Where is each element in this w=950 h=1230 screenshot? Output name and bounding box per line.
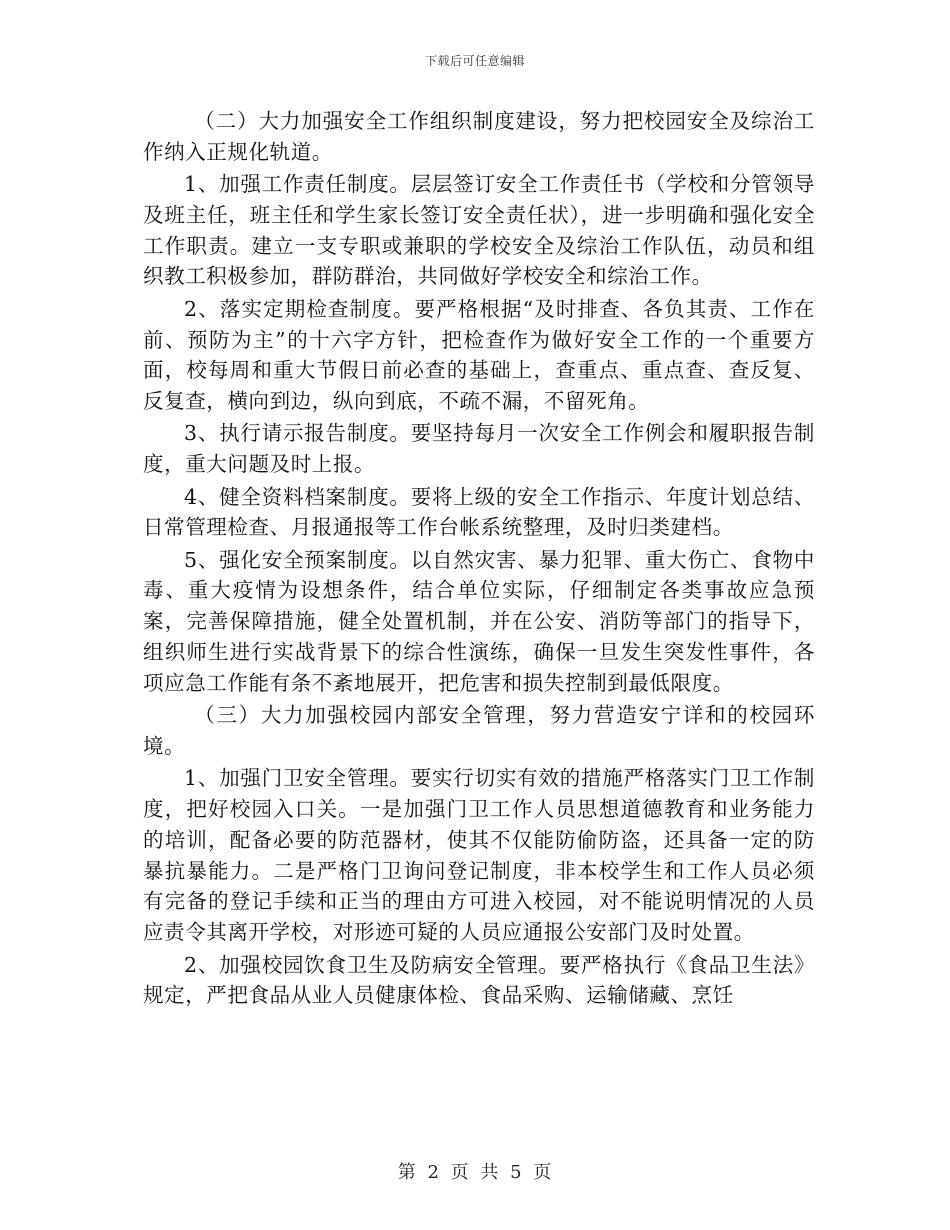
paragraph-inspection-system: 2、落实定期检查制度。要严格根据“及时排查、各负其责、工作在前、预防为主”的十六字方针，把检查作为做好安全工作的一个重要方面，校每周和重大节假日前必查的基础上，查重点、重点查、查反复、反复查，横向到边，纵向到底，不疏不漏，不留死角。 [143,296,815,414]
paragraph-archive-system: 4、健全资料档案制度。要将上级的安全工作指示、年度计划总结、日常管理检查、月报通报等工作台帐系统整理，及时归类建档。 [143,484,815,540]
document-body [143,106,815,1011]
section-heading-2: （二）大力加强安全工作组织制度建设，努力把校园安全及综治工作纳入正规化轨道。 [143,109,815,164]
paragraph-contingency-plan: 5、强化安全预案制度。以自然灾害、暴力犯罪、重大伤亡、食物中毒、重大疫情为设想条件，结合单位实际，仔细制定各类事故应急预案，完善保障措施，健全处置机制，并在公安、消防等部门的指导下，组织师生进行实战背景下的综合性演练，确保一旦发生突发性事件，各项应急工作能有条不紊地展开，把危害和损失控制到最低限度。 [143,547,815,695]
paragraph-reporting-system: 3、执行请示报告制度。要坚持每月一次安全工作例会和履职报告制度，重大问题及时上报。 [143,421,815,477]
page-header-note: 下载后可任意编辑 [424,54,525,68]
section-heading-3: （三）大力加强校园内部安全管理，努力营造安宁详和的校园环境。 [143,703,815,758]
page-number-footer: 第 2 页 共 5 页 [397,1162,553,1183]
paragraph-gate-security: 1、加强门卫安全管理。要实行切实有效的措施严格落实门卫工作制度，把好校园入口关。一是加强门卫工作人员思想道德教育和业务能力的培训，配备必要的防范器材，使其不仅能防偷防盗，还具备一定的防暴抗暴能力。二是严格门卫询问登记制度，非本校学生和工作人员必须有完备的登记手续和正当的理由方可进入校园，对不能说明情况的人员应责令其离开学校，对形迹可疑的人员应通报公安部门及时处置。 [143,766,815,945]
paragraph-responsibility-system: 1、加强工作责任制度。层层签订安全工作责任书（学校和分管领导及班主任，班主任和学生家长签订安全责任状），进一步明确和强化安全工作职责。建立一支专职或兼职的学校安全及综治工作队伍，动员和组织教工积极参加，群防群治，共同做好学校安全和综治工作。 [143,172,815,289]
paragraph-food-safety: 2、加强校园饮食卫生及防病安全管理。要严格执行《食品卫生法》规定，严把食品从业人员健康体检、食品采购、运输储藏、烹饪 [143,952,815,1008]
